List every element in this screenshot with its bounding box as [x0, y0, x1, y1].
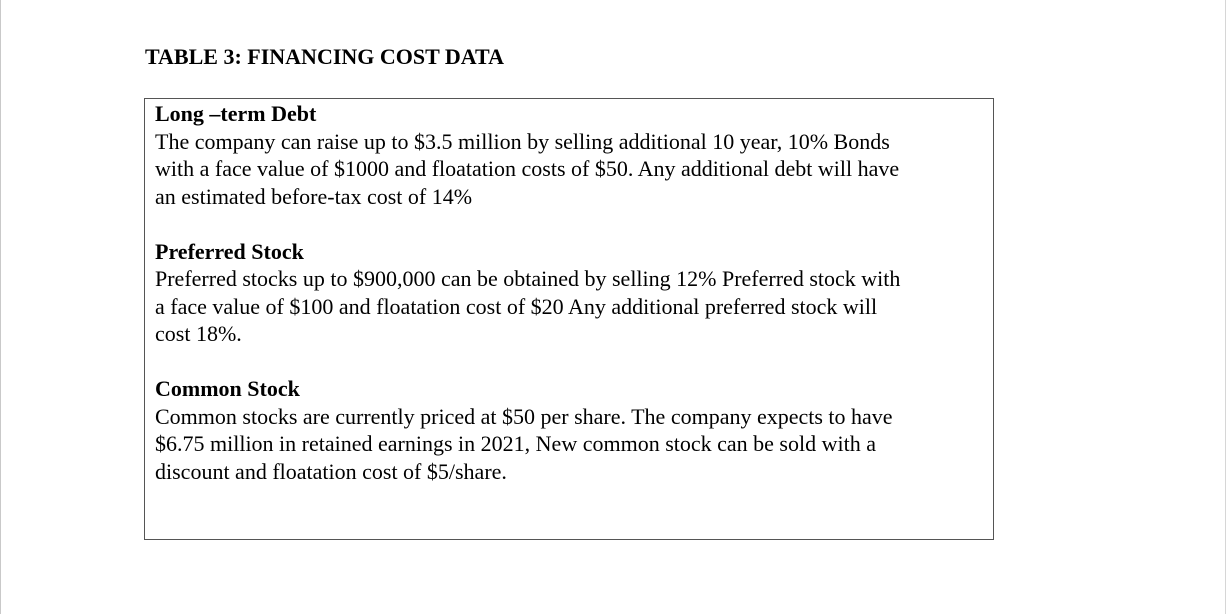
section-text-line: discount and floatation cost of $5/share. — [155, 458, 507, 484]
section-text-line: The company can raise up to $3.5 million by selling additional 10 year, 10% Bonds — [155, 128, 890, 154]
section-common-stock — [155, 375, 983, 485]
section-heading-long-term-debt: Long –term Debt — [155, 101, 317, 126]
section-text-line: Common stocks are currently priced at $50 per share. The company expects to have — [155, 403, 893, 429]
section-text-line: Preferred stocks up to $900,000 can be obtained by selling 12% Preferred stock with — [155, 266, 901, 291]
page-left-edge — [0, 0, 1, 614]
section-heading-preferred-stock: Preferred Stock — [155, 238, 304, 264]
section-text-line: an estimated before-tax cost of 14% — [155, 183, 473, 209]
section-text-line: a face value of $100 and floatation cost of $20 Any additional preferred stock will — [155, 293, 878, 319]
table-title: TABLE 3: FINANCING COST DATA — [145, 44, 504, 69]
section-heading-common-stock: Common Stock — [155, 376, 300, 401]
section-text-line: with a face value of $1000 and floatation costs of $50. Any additional debt will have — [155, 156, 900, 181]
section-text-line: cost 18%. — [155, 321, 242, 346]
financing-cost-box — [144, 98, 994, 540]
section-preferred-stock — [155, 238, 983, 348]
section-text-line: $6.75 million in retained earnings in 2021, New common stock can be sold with a — [155, 431, 876, 456]
section-long-term-debt — [155, 100, 983, 210]
